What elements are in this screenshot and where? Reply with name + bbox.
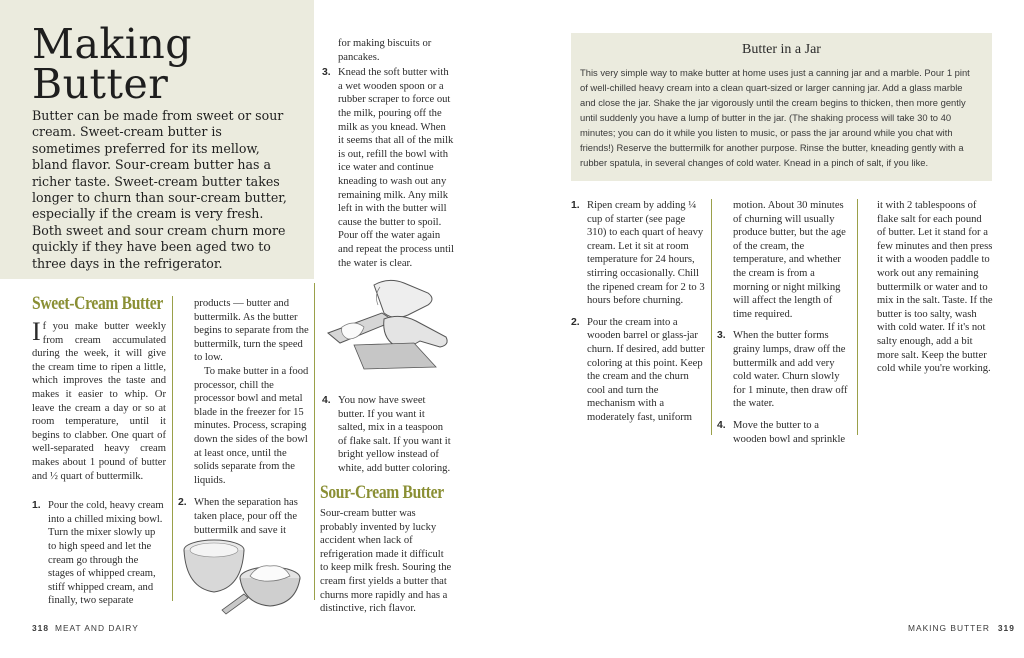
step-number: 2.	[571, 316, 580, 328]
sweet-step-2	[178, 496, 310, 537]
sour-cream-heading: Sour-Cream Butter	[320, 482, 444, 503]
sweet-column-2	[178, 297, 310, 537]
running-footer: MAKING BUTTER	[908, 623, 990, 633]
step-number: 1.	[571, 200, 580, 211]
step-number: 4.	[322, 395, 331, 406]
sour-column-b	[717, 199, 851, 446]
column-rule	[314, 283, 315, 600]
sour-step-4	[717, 419, 851, 446]
step-text: Knead the soft butter with a wet wooden spoon or a rubber scraper to force out the milk, pouring off the milk as you knead. When it seems that all of the milk is out, refill the bowl with ice water and continue kneading to wash out any remaining milk. Any milk left in with the butter will cause the butter to spoil. Pour off the water again and repeat the process until the water is clear.	[338, 67, 454, 269]
col2-continuation: products — butter and buttermilk. As the butter begins to separate from the buttermilk, turn the speed to low.	[194, 298, 309, 364]
sweet-step-1	[32, 499, 166, 608]
step-number: 3.	[717, 330, 726, 342]
sidebar-title: Butter in a Jar	[742, 42, 821, 57]
column-rule	[857, 199, 858, 435]
bowls-of-butter-icon	[178, 536, 308, 620]
food-processor-paragraph: To make butter in a food processor, chill the processor bowl and metal blade in the freezer for 15 minutes. Process, scraping down the sides of the bowl at least once, until the solids separate from the liquids.	[194, 365, 309, 486]
sidebar-text: This very simple way to make butter at home uses just a canning jar and a marble. Pour 1 pint of well-chilled heavy cream into a clean quart-sized or larger canning jar. Add a glass marble and close the jar. Shake the jar vigorously until the cream begins to thicken, then more gently until suddenly you have a lump of butter in the jar. (The shaking process will take 30 to 40 minutes; you can do it while you listen to music, or pass the jar around while you chat with friends!) Reserve the buttermilk for another purpose. Rinse the butter, kneading gently with a rubber spatula, in several changes of cold water. Knead in a pinch of salt, if you like.	[580, 67, 970, 168]
step-number: 3.	[322, 67, 331, 79]
running-footer: MEAT AND DAIRY	[54, 623, 139, 633]
right-footer	[908, 623, 1015, 633]
step-text: You now have sweet butter. If you want it salted, mix in a teaspoon of flake salt. If you want it bright yellow instead of white, add butter coloring.	[338, 395, 451, 474]
sweet-step-3	[322, 66, 454, 270]
page-number: 319	[997, 623, 1015, 633]
drop-cap: I	[32, 317, 41, 346]
step-number: 4.	[717, 419, 726, 431]
page-title	[32, 20, 312, 108]
col3-continuation: for making biscuits or pancakes.	[338, 38, 432, 63]
page-number: 318	[32, 623, 49, 633]
col-b-continuation: motion. About 30 minutes of churning will usually produce butter, but the age of the cream, the temperature, and whether the cream is from a morning or night milking will affect the length of time required.	[733, 200, 846, 320]
step-text: Ripen cream by adding ¼ cup of starter (see page 310) to each quart of heavy cream. Let it sit at room temperature for 24 hours, stirring occasionally. Chill the ripened cream for 2 to 3 hours before churning.	[587, 200, 705, 307]
sour-step-3	[717, 329, 851, 411]
sweet-column-1	[32, 317, 166, 608]
step-text: Pour the cream into a wooden barrel or glass-jar churn. If desired, add butter coloring at this point. Keep the cream and the churn cool and turn the mechanism with a moderately fast, uniform	[587, 316, 705, 423]
sweet-column-3b	[322, 394, 454, 476]
sour-step-2	[571, 316, 706, 425]
sweet-intro	[32, 317, 166, 483]
step-text: Move the butter to a wooden bowl and sprinkle	[733, 419, 846, 445]
col-c-continuation: it with 2 tablespoons of flake salt for each pound of butter. Let it stand for a few minutes and then press it with a wooden paddle to work out any remaining buttermilk or water and to mix in the salt. Taste. If the butter is too salty, wash with cold water. If it's not salty enough, add a bit more salt. Keep the butter cold while you're working.	[877, 200, 993, 375]
title-line-2: Butter	[32, 60, 169, 108]
step-text: When the separation has taken place, pour off the buttermilk and save it	[194, 497, 298, 536]
column-rule	[172, 296, 173, 601]
sweet-intro-text: f you make butter weekly from cream accumulated during the week, it will give the cream time to ripen a little, which improves the taste and makes it easier to whip. Or leave the cream a day or so at room temperature, until it begins to clabber. One quart of well-separated heavy cream makes about 1 pound of butter and ½ quart of buttermilk.	[32, 321, 166, 482]
sweet-column-3	[322, 37, 454, 270]
hands-butter-paddle-icon	[324, 275, 454, 375]
step-text: Pour the cold, heavy cream into a chilled mixing bowl. Turn the mixer slowly up to high speed and let the cream go through the stages of whipped cream, stiff whipped cream, and finally, two separate	[48, 500, 164, 607]
step-text: When the butter forms grainy lumps, draw off the buttermilk and add very cold water. Churn slowly for 1 minute, then draw off the water.	[733, 330, 848, 410]
step-number: 1.	[32, 500, 41, 512]
intro-paragraph: Butter can be made from sweet or sour cream. Sweet-cream butter is sometimes preferred for its mellow, bland flavor. Sour-cream butter has a richer taste. Sweet-cream butter takes longer to churn than sour-cream butter, especially if the cream is very fresh. Both sweet and sour cream churn more quickly if they have been aged two to three days in the refrigerator.	[32, 108, 287, 271]
sour-column-a	[571, 199, 706, 425]
left-footer	[32, 623, 139, 633]
sour-column-c	[863, 199, 993, 376]
title-line-1: Making	[32, 20, 193, 68]
sour-intro: Sour-cream butter was probably invented by lucky accident when lack of refrigeration made it difficult to keep milk fresh. Souring the cream first yields a butter that churns more rapidly and has a distinctive, rich flavor.	[320, 508, 452, 615]
column-rule	[711, 199, 712, 435]
step-number: 2.	[178, 497, 187, 509]
sweet-cream-heading: Sweet-Cream Butter	[32, 293, 163, 314]
sour-step-1	[571, 199, 706, 308]
sweet-step-4	[322, 394, 454, 476]
